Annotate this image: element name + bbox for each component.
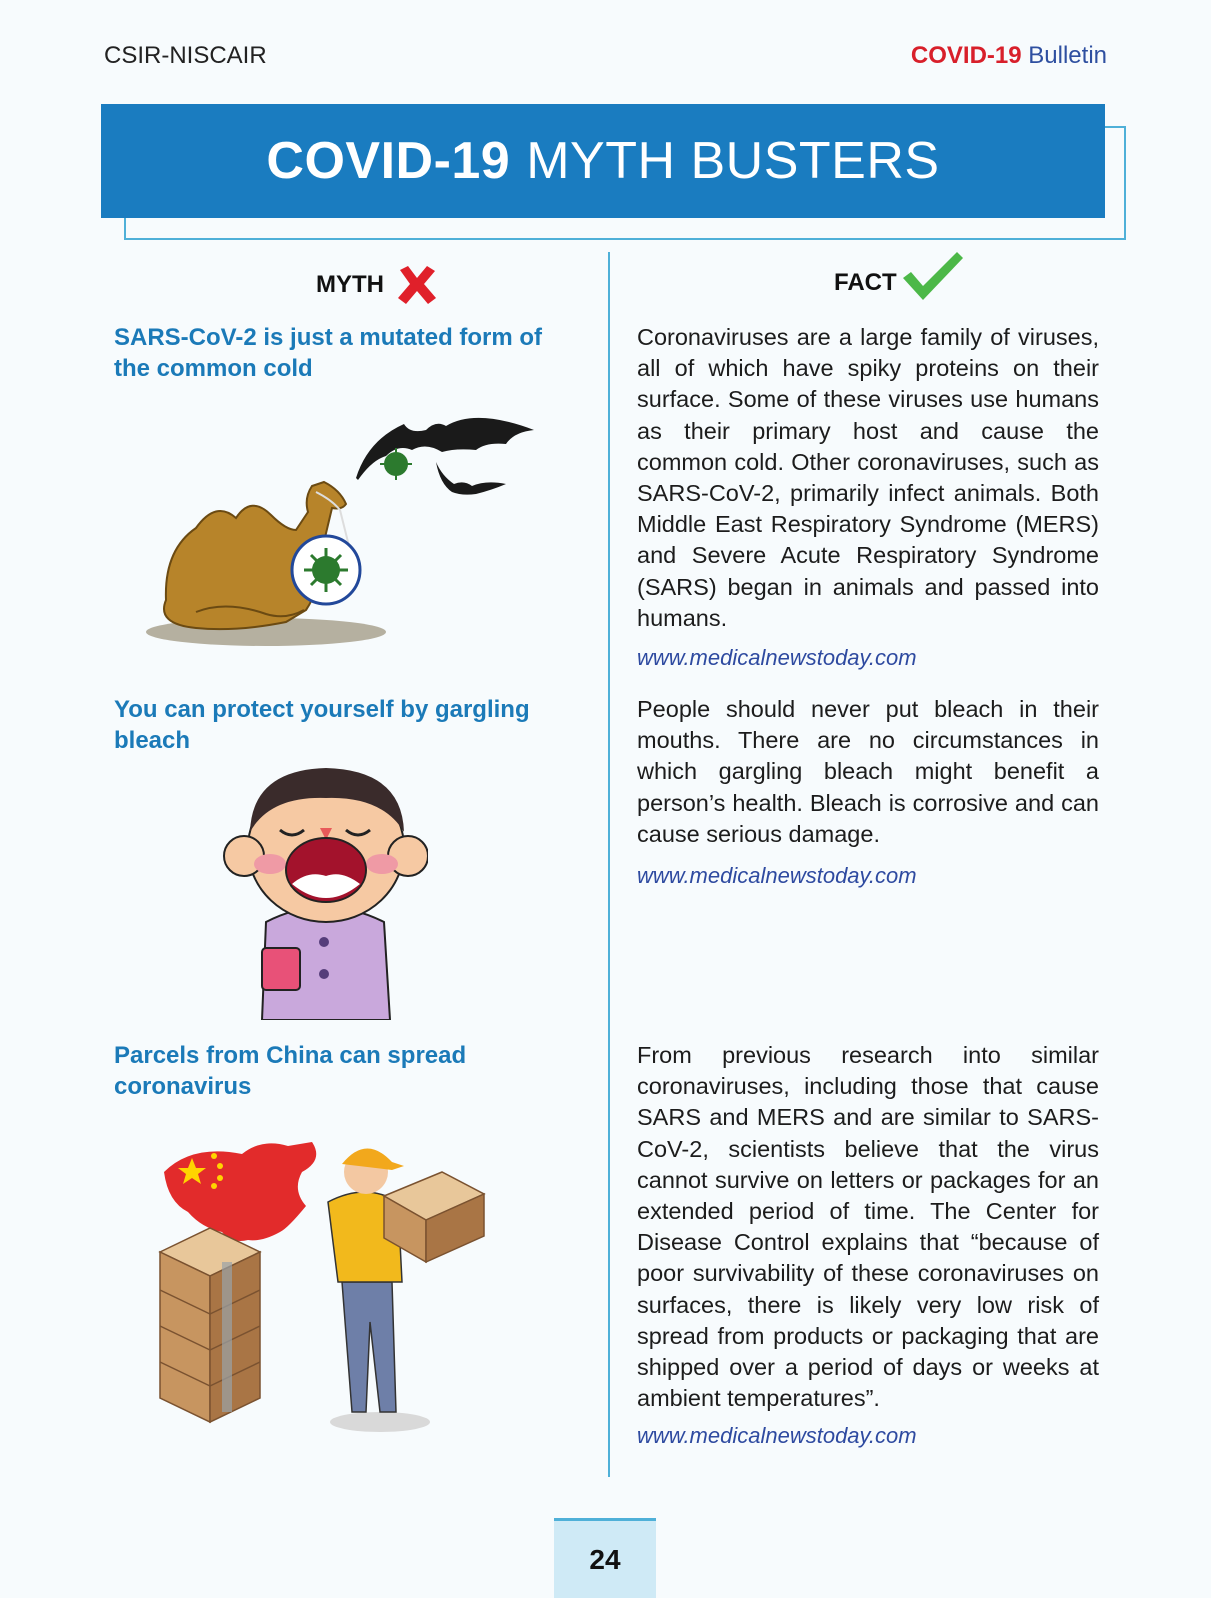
bulletin-title xyxy=(911,42,1107,70)
page-title-rest: MYTH BUSTERS xyxy=(526,132,940,190)
page-title-banner xyxy=(101,104,1105,218)
myth-1: SARS-CoV-2 is just a mutated form of the common cold xyxy=(114,324,543,382)
cross-icon xyxy=(394,262,440,308)
source-1: www.medicalnewstoday.com xyxy=(637,645,917,670)
gargling-boy-illustration xyxy=(222,752,428,1020)
source-3: www.medicalnewstoday.com xyxy=(637,1423,917,1448)
page-title-bold: COVID-19 xyxy=(266,132,511,190)
source-2: www.medicalnewstoday.com xyxy=(637,863,917,888)
myth-heading xyxy=(316,262,440,308)
bulletin-title-bold: COVID-19 xyxy=(910,42,1022,69)
myth-3: Parcels from China can spread coronavirus xyxy=(114,1042,467,1100)
fact-heading xyxy=(834,262,965,304)
fact-3: From previous research into similar coronaviruses, including those that cause SARS and MERS and are similar to SARS-CoV-2, scientists believe that the virus cannot survive on letters or packages for an extended period of time. The Center for Disease Control explains that “because of poor survivability of these coronaviruses on surfaces, there is likely very low risk of spread from products or packaging that are shipped over a period of days or weeks at ambient temperatures”. xyxy=(637,1042,1099,1412)
myth-2: You can protect yourself by gargling bleach xyxy=(114,696,530,754)
bulletin-title-rest: Bulletin xyxy=(1028,42,1107,69)
fact-1: Coronaviruses are a large family of viruses, all of which have spiky proteins on their surface. Some of these viruses use humans as their primary host and cause the common cold. Other coronaviruses, such as SARS-CoV-2, primarily infect animals. Both Middle East Respiratory Syndrome (MERS) and Severe Acute Respiratory Syndrome (SARS) began in animals and passed into humans. xyxy=(637,324,1099,631)
myth-label: MYTH xyxy=(316,271,384,298)
checkmark-icon xyxy=(899,248,965,304)
fact-label: FACT xyxy=(834,269,897,296)
org-name: CSIR-NISCAIR xyxy=(104,42,267,69)
column-divider xyxy=(608,252,610,1477)
camel-bat-illustration xyxy=(136,400,546,656)
parcels-china-illustration xyxy=(152,1132,492,1442)
page-number: 24 xyxy=(554,1518,656,1598)
fact-2: People should never put bleach in their mouths. There are no circumstances in which gargling bleach might benefit a person’s health. Bleach is corrosive and can cause serious damage. xyxy=(637,696,1099,847)
